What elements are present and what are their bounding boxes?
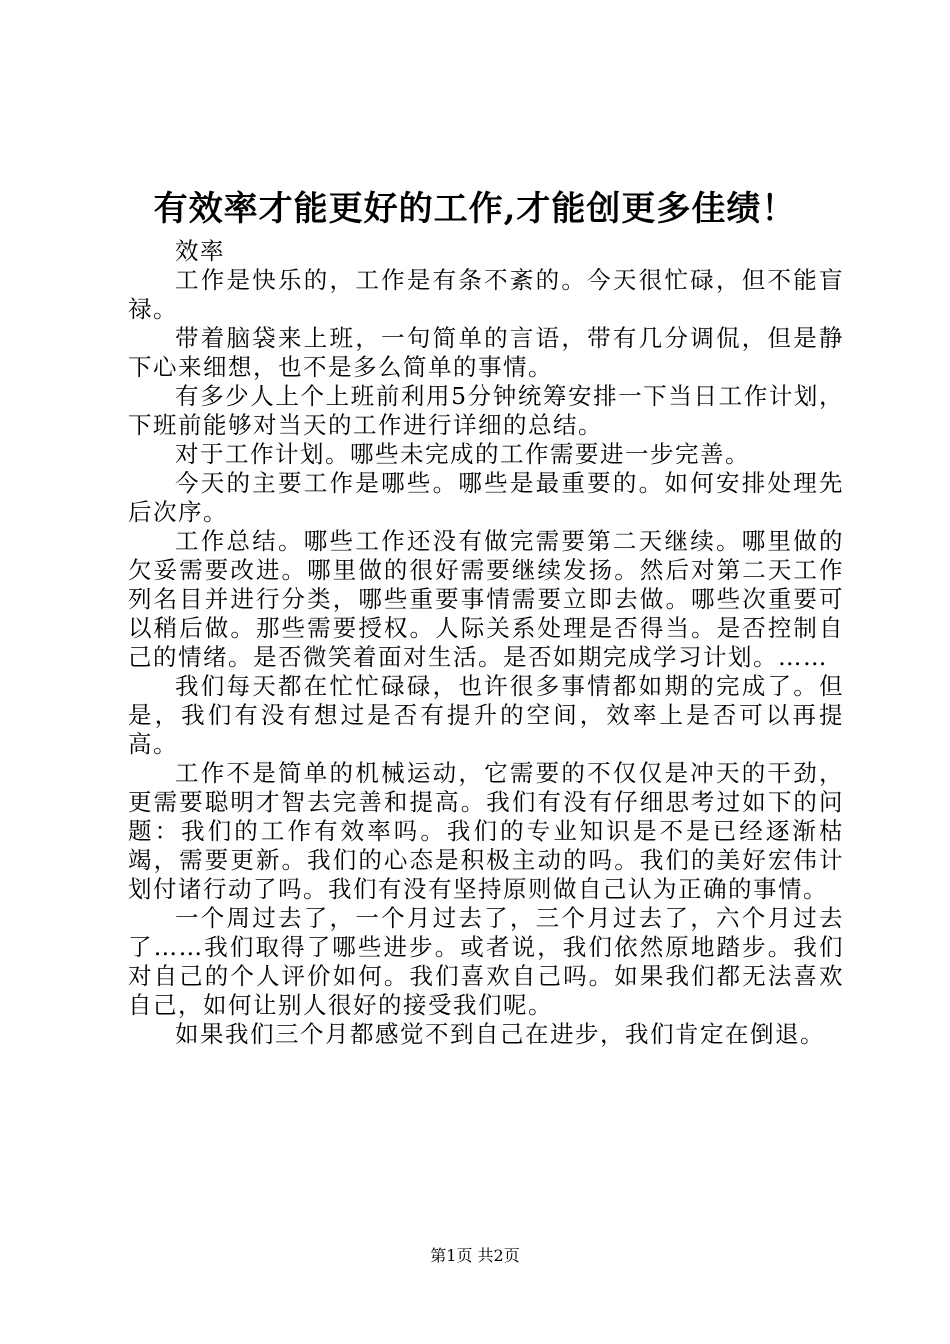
paragraph-8: 我们每天都在忙忙碌碌，也许很多事情都如期的完成了。但是，我们有没有想过是否有提升的空间，效率上是否可以再提高。	[128, 672, 844, 758]
document-title: 有效率才能更好的工作,才能创更多佳绩！	[153, 189, 797, 229]
page-number-footer: 第1页 共2页	[430, 1246, 520, 1265]
paragraph-4: 有多少人上个上班前利用5分钟统筹安排一下当日工作计划，下班前能够对当天的工作进行详细的总结。	[128, 382, 844, 439]
paragraph-10: 一个周过去了，一个月过去了，三个月过去了，六个月过去了……我们取得了哪些进步。或者说，我们依然原地踏步。我们对自己的个人评价如何。我们喜欢自己吗。如果我们都无法喜欢自己，如何让别人很好的接受我们呢。	[128, 904, 844, 1019]
paragraph-3: 带着脑袋来上班，一句简单的言语，带有几分调侃，但是静下心来细想，也不是多么简单的事情。	[128, 324, 844, 381]
paragraph-11: 如果我们三个月都感觉不到自己在进步，我们肯定在倒退。	[175, 1020, 825, 1048]
paragraph-6: 今天的主要工作是哪些。哪些是最重要的。如何安排处理先后次序。	[128, 469, 844, 526]
paragraph-2: 工作是快乐的，工作是有条不紊的。今天很忙碌，但不能盲禄。	[128, 266, 844, 323]
paragraph-9: 工作不是简单的机械运动，它需要的不仅仅是冲天的干劲，更需要聪明才智去完善和提高。我们有没有仔细思考过如下的问题：我们的工作有效率吗。我们的专业知识是不是已经逐渐枯竭，需要更新。我们的心态是积极主动的吗。我们的美好宏伟计划付诸行动了吗。我们有没有坚持原则做自己认为正确的事情。	[128, 759, 844, 903]
document-body	[128, 237, 844, 1049]
paragraph-7: 工作总结。哪些工作还没有做完需要第二天继续。哪里做的欠妥需要改进。哪里做的很好需要继续发扬。然后对第二天工作列名目并进行分类，哪些重要事情需要立即去做。哪些次重要可以稍后做。那些需要授权。人际关系处理是否得当。是否控制自己的情绪。是否微笑着面对生活。是否如期完成学习计划。……	[128, 527, 844, 671]
paragraph-5: 对于工作计划。哪些未完成的工作需要进一步完善。	[175, 440, 750, 468]
paragraph-1: 效率	[175, 237, 225, 265]
